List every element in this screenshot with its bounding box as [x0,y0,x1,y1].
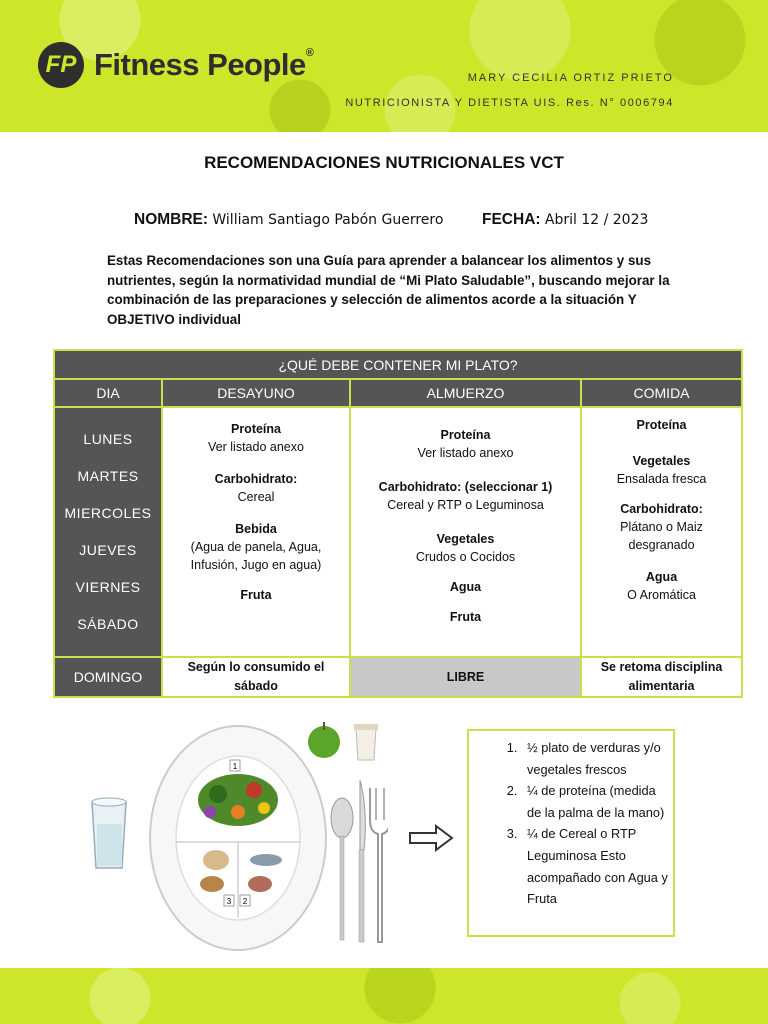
comida-item: Vegetales Ensalada fresca [616,454,707,486]
domingo-comida: Se retoma disciplina alimentaria [581,657,742,697]
intro-paragraph: Estas Recomendaciones son una Guía para aprender a balancear los alimentos y sus nutrientes, según la normatividad mundial de “Mi Plato Saludable”, buscando mejorar la combinación de las preparaciones y selección de alimentos acorde a la situación Y OBJETIVO individual [107,253,670,327]
almuerzo-item: Vegetales Crudos o Cocidos [415,532,516,564]
header-comida: COMIDA [581,379,742,407]
footer-banner [0,968,768,1024]
name-value: William Santiago Pabón Guerrero [212,212,444,228]
header-almuerzo: ALMUERZO [350,379,581,407]
plate-guidelines-box [467,729,675,937]
healthy-plate-illustration [88,720,388,960]
name-label: NOMBRE: [134,211,209,228]
desayuno-item: Bebida (Agua de panela, Agua, Infusión, Jugo en agua) [190,522,322,572]
logo-text: Fitness People® [94,47,314,82]
plate-label-2: 2 [242,897,248,906]
name-row [134,211,443,229]
domingo-desayuno: Según lo consumido el sábado [162,657,350,697]
guideline-item: 2. ¼ de proteína (medida de la palma de la mano) [521,780,673,823]
fork-icon [370,788,388,942]
day-miercoles: MIERCOLES [64,505,152,521]
guideline-item: 3. ¼ de Cereal o RTP Leguminosa Esto acompañado con Agua y Fruta [521,823,673,909]
day-martes: MARTES [77,468,139,484]
table-caption: ¿QUÉ DEBE CONTENER MI PLATO? [54,350,742,379]
meal-plan-table [53,349,743,698]
yogurt-icon [354,724,378,760]
almuerzo-item: Proteína Ver listado anexo [417,428,514,460]
day-viernes: VIERNES [75,579,141,595]
guideline-item: 1. ½ plato de verduras y/o vegetales frescos [521,737,673,780]
header-banner [0,0,768,132]
almuerzo-item: Fruta [449,610,482,624]
almuerzo-item: Agua [449,580,482,594]
desayuno-item: Carbohidrato: Cereal [214,472,298,504]
brand-logo [38,42,313,88]
plate-label-1: 1 [232,762,238,771]
desayuno-item: Proteína Ver listado anexo [208,422,304,454]
date-value: Abril 12 / 2023 [544,212,649,228]
day-domingo: DOMINGO [54,657,162,697]
comida-item: Proteína [636,418,687,432]
spoon-icon [331,798,353,940]
nutritionist-title: NUTRICIONISTA Y DIETISTA UIS. Res. N° 0006794 [345,97,674,109]
document-title: RECOMENDACIONES NUTRICIONALES VCT [204,153,564,172]
day-lunes: LUNES [83,431,133,447]
date-label: FECHA: [482,211,541,228]
almuerzo-item: Carbohidrato: (seleccionar 1) Cereal y RTP o Leguminosa [378,480,553,512]
desayuno-item: Fruta [240,588,272,602]
comida-item: Agua O Aromática [627,570,696,602]
desayuno-cell [162,407,350,657]
domingo-almuerzo: LIBRE [350,657,581,697]
almuerzo-cell [350,407,581,657]
weekday-list [54,407,162,657]
plate-guidelines-list [469,737,673,910]
registered-mark: ® [305,47,314,59]
plate-label-3: 3 [226,897,232,906]
date-row [482,211,648,229]
comida-item: Carbohidrato: Plátano o Maiz desgranado [620,502,703,552]
day-sabado: SÁBADO [77,616,139,632]
header-desayuno: DESAYUNO [162,379,350,407]
knife-icon [359,780,365,942]
comida-cell [581,407,742,657]
apple-icon [308,722,340,758]
nutritionist-name: MARY CECILIA ORTIZ PRIETO [467,72,674,84]
day-jueves: JUEVES [79,542,137,558]
header-dia: DIA [54,379,162,407]
water-glass-icon [92,798,126,868]
arrow-right-icon [408,824,454,857]
logo-icon: FP [38,42,84,88]
plate-icon [150,726,326,950]
